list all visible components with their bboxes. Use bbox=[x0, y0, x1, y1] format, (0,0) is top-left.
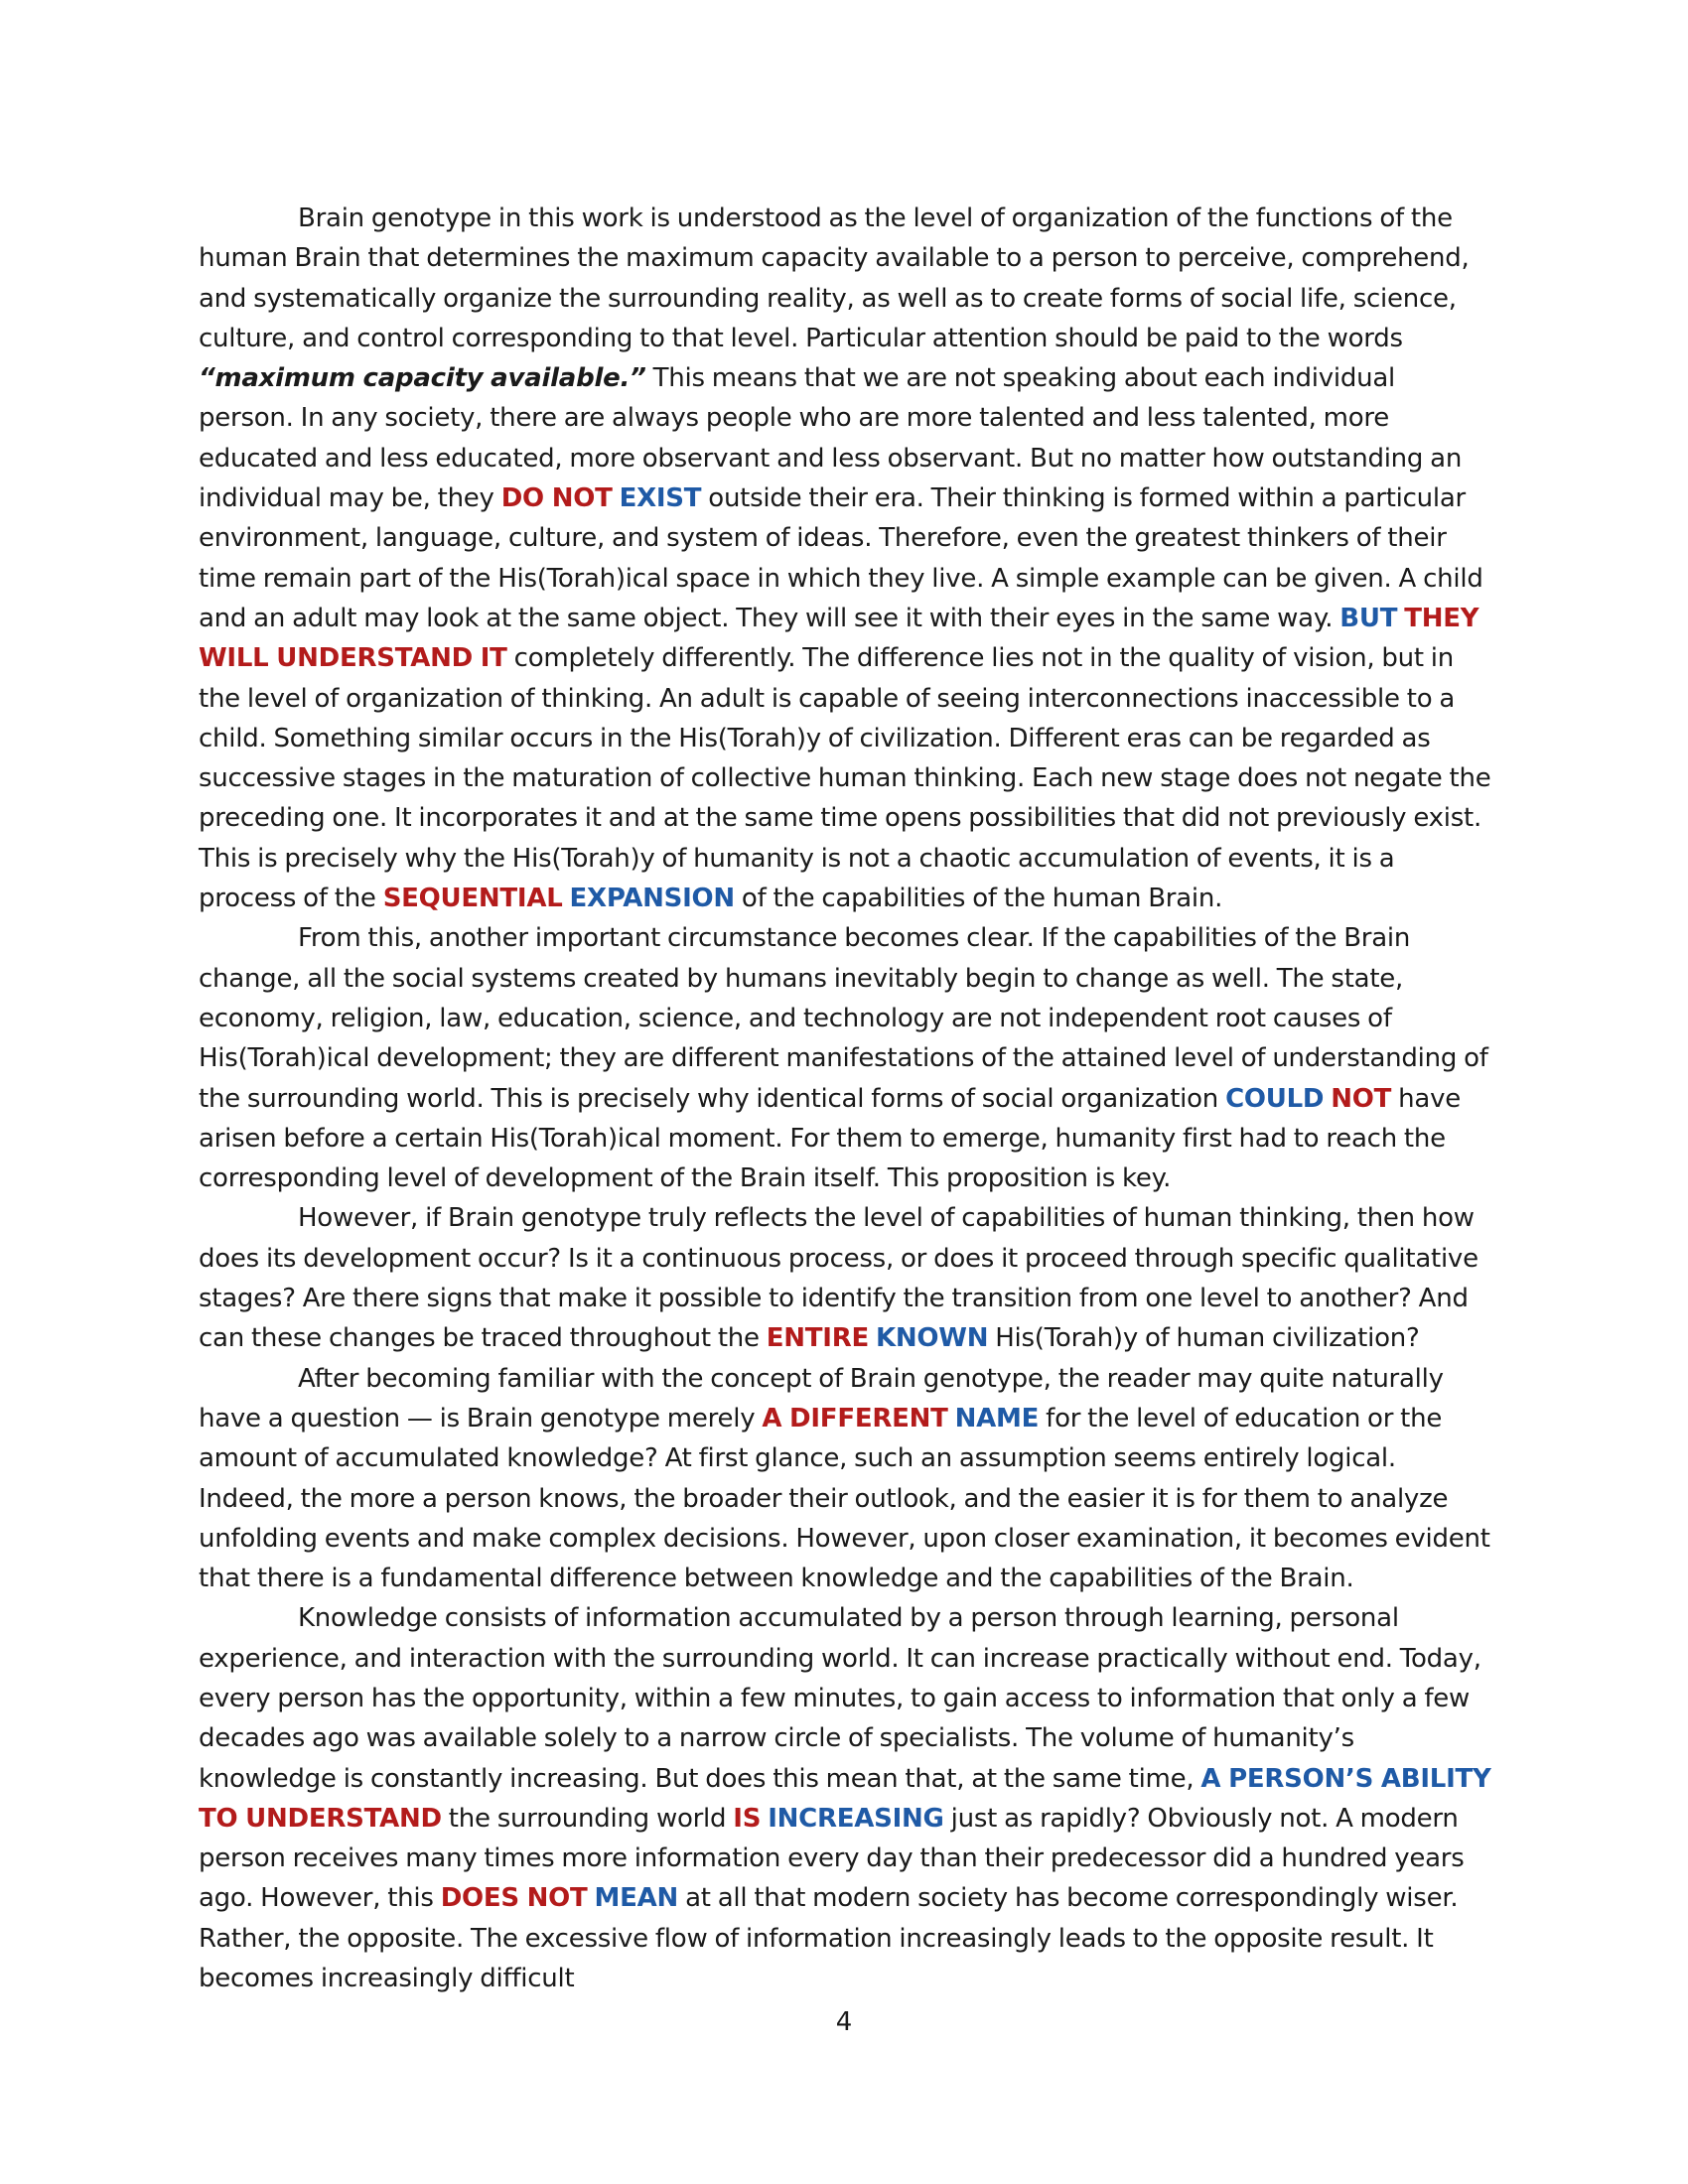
emphasis-blue: KNOWN bbox=[876, 1323, 989, 1354]
emphasis-red: DOES NOT bbox=[440, 1883, 588, 1914]
emphasis-red: DO NOT bbox=[500, 483, 613, 514]
emphasis-red: ENTIRE bbox=[766, 1323, 869, 1354]
emphasis-blue: BUT bbox=[1339, 603, 1398, 633]
text-run: the surrounding world bbox=[441, 1803, 734, 1834]
emphasis-blue: EXIST bbox=[619, 483, 702, 514]
text-run: However, if Brain genotype truly reflects the level of capabilities of human thinking, then how does its development occur? Is it a continuous process, or does it proceed through specific qualitative stages? Are there signs that make it possible to identify the transition from one level to another? And can these changes be traced throughout the bbox=[199, 1203, 1478, 1354]
emphasis-red: NOT bbox=[1331, 1083, 1392, 1114]
paragraph bbox=[199, 1598, 1494, 1998]
text-run: of the capabilities of the human Brain. bbox=[734, 884, 1223, 914]
text-run: Knowledge consists of information accumulated by a person through learning, personal experience, and interaction with the surrounding world. It can increase practically without end. Today, every person has the opportunity, within a few minutes, to gain access to information that only a few decades ago was available solely to a narrow circle of specialists. The volume of humanity’s knowledge is constantly increasing. But does this mean that, at the same time, bbox=[199, 1603, 1481, 1794]
text-run bbox=[563, 884, 570, 913]
emphasis-blue: COULD bbox=[1225, 1083, 1325, 1114]
text-run: for the level of education or the amount of accumulated knowledge? At first glance, such an assumption seems entirely logical. Indeed, the more a person knows, the broader their outlook, and the easier it is for them to analyze unfolding events and make complex decisions. However, upon closer examination, it becomes evident that there is a fundamental difference between knowledge and the capabilities of the Brain. bbox=[199, 1403, 1490, 1594]
emphasis-blue: NAME bbox=[954, 1403, 1040, 1433]
emphasis-red: THEY WILL UNDERSTAND IT bbox=[199, 603, 1479, 674]
text-run bbox=[613, 483, 620, 513]
text-run: After becoming familiar with the concept of Brain genotype, the reader may quite naturally have a question — is Brain genotype merely bbox=[199, 1363, 1444, 1433]
page-number: 4 bbox=[835, 2007, 853, 2037]
emphasis-blue: EXPANSION bbox=[569, 884, 735, 914]
emphasis-red: A DIFFERENT bbox=[762, 1403, 948, 1433]
text-run: His(Torah)y of human civilization? bbox=[988, 1323, 1420, 1354]
text-run: have arisen before a certain His(Torah)ical moment. For them to emerge, humanity first had to reach the corresponding level of development of the Brain itself. This proposition is key. bbox=[199, 1083, 1461, 1194]
text-run: just as rapidly? Obviously not. A modern person receives many times more information every day than their predecessor did a hundred years ago. However, this bbox=[199, 1803, 1465, 1914]
text-run bbox=[869, 1323, 876, 1353]
emphasis-red: IS bbox=[733, 1803, 762, 1834]
paragraph bbox=[199, 1198, 1494, 1358]
body-text bbox=[199, 199, 1494, 1998]
text-run: outside their era. Their thinking is formed within a particular environment, language, culture, and system of ideas. Therefore, even the greatest thinkers of their time remain part of the His(Torah)ical space in which they live. A simple example can be given. A child and an adult may look at the same object. They will see it with their eyes in the same way. bbox=[199, 483, 1483, 633]
text-run: From this, another important circumstance becomes clear. If the capabilities of the Brain change, all the social systems created by humans inevitably begin to change as well. The state, economy, religion, law, education, science, and technology are not independent root causes of His(Torah)ical development; they are different manifestations of the attained level of understanding of the surrounding world. This is precisely why identical forms of social organization bbox=[199, 923, 1488, 1114]
text-run bbox=[588, 1883, 595, 1913]
paragraph bbox=[199, 918, 1494, 1198]
text-run: at all that modern society has become correspondingly wiser. Rather, the opposite. The excessive flow of information increasingly leads to the opposite result. It becomes increasingly difficult bbox=[199, 1883, 1459, 1994]
text-run: completely differently. The difference lies not in the quality of vision, but in the level of organization of thinking. An adult is capable of seeing interconnections inaccessible to a child. Something similar occurs in the His(Torah)y of civilization. Different eras can be regarded as successive stages in the maturation of collective human thinking. Each new stage does not negate the preceding one. It incorporates it and at the same time opens possibilities that did not previously exist. This is precisely why the His(Torah)y of humanity is not a chaotic accumulation of events, it is a process of the bbox=[199, 643, 1491, 914]
emphasis-blue: A PERSON’S ABILITY bbox=[1200, 1763, 1491, 1794]
paragraph bbox=[199, 199, 1494, 918]
text-run: Brain genotype in this work is understood as the level of organization of the functions of the human Brain that determines the maximum capacity available to a person to perceive, comprehend, and systematically organize the surrounding reality, as well as to create forms of social life, science, culture, and control corresponding to that level. Particular attention should be paid to the words bbox=[199, 204, 1470, 353]
emphasis-blue: INCREASING bbox=[768, 1803, 944, 1834]
emphasis-red: TO UNDERSTAND bbox=[199, 1803, 442, 1834]
text-run bbox=[948, 1404, 955, 1433]
emphasis-bold-italic: “maximum capacity available.” bbox=[199, 363, 646, 394]
paragraph bbox=[199, 1359, 1494, 1599]
emphasis-blue: MEAN bbox=[594, 1883, 679, 1914]
emphasis-red: SEQUENTIAL bbox=[382, 884, 563, 914]
text-run: This means that we are not speaking about each individual person. In any society, there are always people who are more talented and less talented, more educated and less educated, more observant and less observant. But no matter how outstanding an individual may be, they bbox=[199, 363, 1463, 514]
